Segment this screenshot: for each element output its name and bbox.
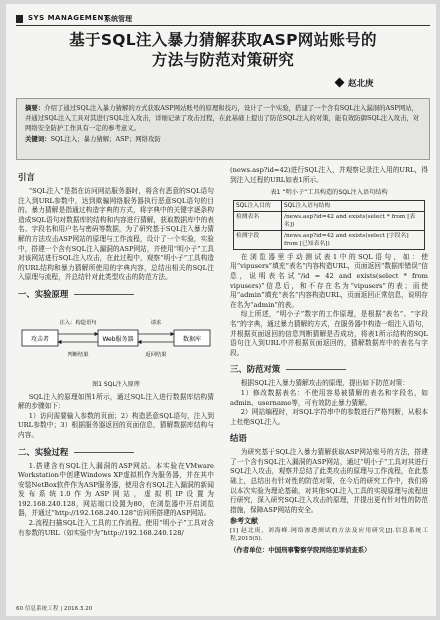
- author: [336, 77, 374, 89]
- page-footer: 60 信息系统工程 | 2016.3.20: [16, 606, 93, 612]
- heading-principle: [18, 288, 214, 300]
- heading-conclusion-text: 结语: [230, 433, 247, 444]
- conclusion-paragraph: 为研究基于SQL注入暴力猜解获取ASP网站账号的方法，搭建了一个含有SQL注入漏洞的ASP网站，通过“明小子”工具对其进行SQL注入攻击，观察并总结了此类攻击的原理与工作流程，在此基础上，总结出有针对性的防范对策，在今后的研究工作中，我们将以本次实验为理论基础，对其他SQL注入工具的实现原理与流程进行研究，深入研究SQL注入攻击的原理，并提出更有针对性的防范措施，保障ASP网站的安全。: [230, 448, 428, 514]
- table-cell: 检测表名: [234, 211, 282, 230]
- experiment-paragraph-2: 2.流程扫描SQL注入工具的工作流程。使用“明小子”工具对含有参数的URL（如实验中为“http://192.168.240.128/: [18, 519, 214, 537]
- heading-experiment-text: 二、实验过程: [18, 446, 69, 457]
- heading-experiment: [18, 446, 214, 458]
- keywords-label: 关键词：: [25, 135, 51, 143]
- defense-item-2: 2）网站编程时，对SQL字符串中的参数进行严格判断，从根本上杜绝SQL注入。: [230, 408, 428, 426]
- heading-intro: [18, 171, 214, 183]
- figure-1-caption: 图1 SQL注入原理: [92, 380, 140, 388]
- header-marker: [16, 15, 23, 23]
- author-name: 赵北庚: [348, 79, 374, 89]
- label-request: 请求: [150, 319, 162, 326]
- table-header-structure: SQL注入语句结构: [282, 200, 425, 211]
- table-1-caption: 表1 “明小子”工具构造的SQL注入语句结构: [270, 189, 388, 197]
- intro-paragraph: “SQL注入”是指在访问网站服务器时，将含有恶意的SQL语句注入到URL参数中，达到欺骗网络服务器执行恶意SQL语句的目的。暴力猜解是指通过构造字典的方式，将字典中的关键字逐条构造成SQL语句对数据库的结构和内容进行猜解，获取数据库中的表名、字段名和用户名与密码等数据，为了研究基于SQL注入暴力猜解的方法攻击ASP网站的原理与工作流程，设计了一个实验，实验中，搭建一个含有SQL注入漏洞的ASP网站，并使用“明小子”工具对该网站进行SQL注入攻击，在此过程中，观察“明小子”工具构造的URL结构和暴力猜解所使用的字典内容，总结出相关的SQL注入原理与流程，并总结针对此类型攻击的防范方法。: [18, 187, 214, 282]
- principle-paragraph-2: 1）访问需要输入参数的页面；2）构造恶意SQL语句，注入到URL参数中；3）根据服务器返回的页面信息，猜解数据库结构与内容。: [18, 411, 214, 439]
- title-line-1: 基于SQL注入暴力猜解获取ASP网站账号的: [69, 31, 377, 49]
- reference-item: [1] 赵北庚，刘海峰.网络渗透测试的方法及应用研究[J].信息系统工程,2015(5).: [230, 528, 428, 543]
- keywords-text: SQL注入；暴力猜解；ASP；网络攻防: [50, 135, 161, 143]
- heading-principle-text: 一、实验原理: [18, 288, 69, 299]
- table-1: [233, 200, 425, 250]
- page: [6, 4, 436, 616]
- abstract: [25, 103, 421, 133]
- experiment-paragraph-1: 1.搭建含有SQL注入漏洞的ASP网站。本实验在VMware Workstation中创建Windows XP虚拟机作为服务器，并在其中安装NetBox软件作为ASP服务器，使用含有SQL注入漏洞的新闻发布系统1.0作为ASP网站，虚拟机IP设置为192.168.240.128，网站端口设置为80，在浏览器中开启浏览器，并通过“http://192.168.240.128”访问所搭建的ASP网站。: [18, 461, 214, 518]
- table-cell: /news.asp?id=42 and exists(select * from [表名]): [282, 211, 425, 230]
- keywords: [25, 134, 421, 144]
- node-webserver-label: Web服务器: [102, 335, 134, 343]
- table-cell: /news.asp?id=42 and exists(select [字段名] from [已知表名]): [282, 230, 425, 249]
- abstract-text: 介绍了通过SQL注入暴力猜解的方式获取ASP网站账号的原理和技巧，设计了一个实验，搭建了一个含有SQL注入漏洞的ASP网站，并通过SQL注入工具对其进行SQL注入攻击，详细记录了攻击过程，在此基础上提出了防范SQL注入的对策，能有效防御SQL注入攻击，对网络安全防护工作具有一定的参考意义。: [25, 104, 420, 132]
- heading-intro-text: 引言: [18, 172, 35, 182]
- running-header: [16, 14, 430, 26]
- analysis-paragraph-2: 综上所述，“明小子”数字的工作原理，是根据“表名”、“字段名”的字典，通过暴力猜解的方式，在服务器中构造一组注入语句，并根据页面返回的信息判断猜解是否成功，将表1所示结构的SQL语句注入到URL中并根据页面返回的，猜解数据库中的表名与字段。: [230, 310, 428, 357]
- sql-injection-diagram: [18, 304, 214, 378]
- table-header-row: [234, 200, 425, 211]
- label-return: 返回结果: [145, 351, 167, 358]
- table-cell: 检测字段: [234, 230, 282, 249]
- heading-conclusion: [230, 432, 428, 444]
- diamond-icon: [335, 78, 345, 88]
- label-judge: 判断结果: [67, 351, 89, 358]
- node-database-label: 数据库: [182, 335, 202, 343]
- table-row: [234, 211, 425, 230]
- table-row: [234, 230, 425, 249]
- section-name: 系统管理: [104, 15, 132, 23]
- figure-1: [18, 304, 214, 378]
- abstract-label: 摘要：: [25, 104, 45, 112]
- table-header-purpose: SQL注入目的: [234, 200, 282, 211]
- defense-intro: 根据SQL注入暴力猜解攻击的原理，提出如下防范对策：: [240, 379, 410, 388]
- heading-rule: [74, 452, 134, 453]
- article-title: [16, 30, 430, 70]
- right-top-paragraph: (news.asp?id=42)进行SQL注入，并观察记录注入用的URL，得到注入过程的URL如表1所示。: [230, 166, 428, 184]
- journal-name: SYS MANAGEMENT: [28, 14, 110, 22]
- author-affiliation: （作者单位：中国刑事警察学院网络犯罪侦查系）: [230, 545, 371, 554]
- left-column: [18, 166, 214, 538]
- node-attacker-label: 攻击者: [30, 335, 50, 343]
- right-column: [230, 166, 428, 555]
- header-rule: [16, 25, 430, 26]
- abstract-box: [16, 98, 430, 160]
- defense-item-1: 1）修改数据表名：不使用容易被猜解的表名和字段名，如admin、username等，可有效防止暴力猜解。: [230, 388, 428, 407]
- label-inject: 注入：构造语句: [59, 319, 97, 326]
- heading-rule: [286, 369, 346, 370]
- title-line-2: 方法与防范对策研究: [151, 51, 295, 69]
- heading-defense-text: 三、防范对策: [230, 364, 281, 375]
- analysis-paragraph-1: 在浏览器里手动测试表1中的SQL语句，如：使用“vipusers”填充“表名”内容构造URL，页面返回“数据库错误”信息，说明表名试“/id = 42 and exists(select * from vipusers)”信息后，和不存在名为“vipusers”的表；而使用“admin”填充“表名”内容构造URL，页面返回正常信息，说明存在名为“admin”的表。: [230, 252, 428, 309]
- principle-paragraph-1: SQL注入的原理如图1所示，通过SQL注入进行数据库结构猜解的步骤如下：: [18, 392, 214, 411]
- references-heading: 参考文献: [230, 517, 258, 526]
- heading-defense: [230, 363, 428, 375]
- heading-rule: [74, 294, 134, 295]
